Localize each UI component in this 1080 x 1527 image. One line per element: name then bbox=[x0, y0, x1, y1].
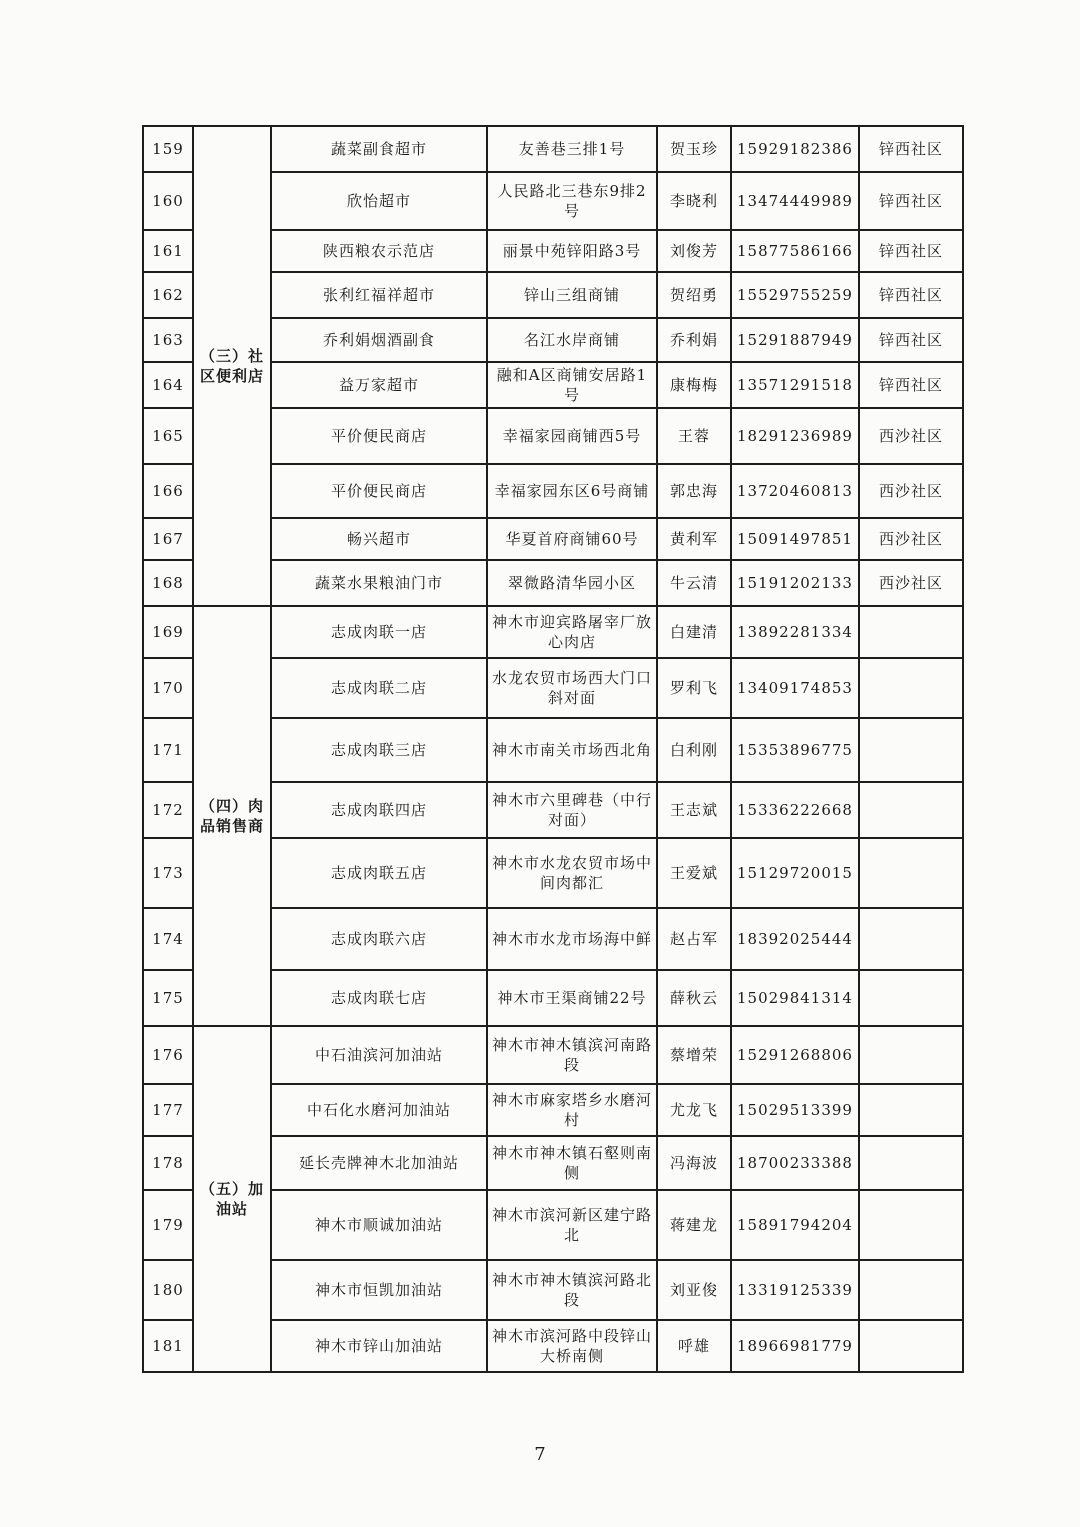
community-name: 锌西社区 bbox=[859, 172, 963, 230]
community-name bbox=[859, 908, 963, 970]
contact-person: 牛云清 bbox=[657, 560, 731, 606]
store-address: 神木市水龙农贸市场中间肉都汇 bbox=[487, 838, 657, 908]
row-number: 178 bbox=[143, 1136, 193, 1190]
phone-number: 18966981779 bbox=[731, 1320, 859, 1372]
phone-number: 15929182386 bbox=[731, 126, 859, 172]
store-address: 神木市麻家塔乡水磨河村 bbox=[487, 1084, 657, 1136]
contact-person: 蒋建龙 bbox=[657, 1190, 731, 1260]
row-number: 174 bbox=[143, 908, 193, 970]
store-address: 神木市神木镇滨河南路段 bbox=[487, 1026, 657, 1084]
phone-number: 13571291518 bbox=[731, 362, 859, 408]
store-list-table bbox=[142, 125, 964, 1373]
store-address: 神木市六里碑巷（中行对面） bbox=[487, 782, 657, 838]
phone-number: 15029513399 bbox=[731, 1084, 859, 1136]
store-address: 友善巷三排1号 bbox=[487, 126, 657, 172]
phone-number: 18700233388 bbox=[731, 1136, 859, 1190]
contact-person: 王爱斌 bbox=[657, 838, 731, 908]
contact-person: 郭忠海 bbox=[657, 464, 731, 518]
phone-number: 15291268806 bbox=[731, 1026, 859, 1084]
store-name: 延长壳牌神木北加油站 bbox=[271, 1136, 487, 1190]
community-name: 西沙社区 bbox=[859, 464, 963, 518]
community-name: 锌西社区 bbox=[859, 126, 963, 172]
store-address: 神木市迎宾路屠宰厂放心肉店 bbox=[487, 606, 657, 658]
store-name: 志成肉联五店 bbox=[271, 838, 487, 908]
store-name: 神木市恒凯加油站 bbox=[271, 1260, 487, 1320]
store-name: 志成肉联四店 bbox=[271, 782, 487, 838]
store-name: 蔬菜副食超市 bbox=[271, 126, 487, 172]
phone-number: 18291236989 bbox=[731, 408, 859, 464]
community-name: 锌西社区 bbox=[859, 362, 963, 408]
store-name: 中石化水磨河加油站 bbox=[271, 1084, 487, 1136]
row-number: 170 bbox=[143, 658, 193, 718]
row-number: 179 bbox=[143, 1190, 193, 1260]
store-address: 人民路北三巷东9排2号 bbox=[487, 172, 657, 230]
row-number: 165 bbox=[143, 408, 193, 464]
phone-number: 15191202133 bbox=[731, 560, 859, 606]
page-number: 7 bbox=[534, 1444, 546, 1465]
table-row bbox=[143, 606, 963, 658]
community-name bbox=[859, 1190, 963, 1260]
store-address: 神木市滨河路中段锌山大桥南侧 bbox=[487, 1320, 657, 1372]
contact-person: 刘亚俊 bbox=[657, 1260, 731, 1320]
contact-person: 王志斌 bbox=[657, 782, 731, 838]
community-name: 锌西社区 bbox=[859, 230, 963, 272]
phone-number: 15291887949 bbox=[731, 318, 859, 362]
contact-person: 白利刚 bbox=[657, 718, 731, 782]
row-number: 159 bbox=[143, 126, 193, 172]
contact-person: 尤龙飞 bbox=[657, 1084, 731, 1136]
row-number: 169 bbox=[143, 606, 193, 658]
phone-number: 13409174853 bbox=[731, 658, 859, 718]
contact-person: 白建清 bbox=[657, 606, 731, 658]
row-number: 166 bbox=[143, 464, 193, 518]
store-address: 名江水岸商铺 bbox=[487, 318, 657, 362]
phone-number: 13474449989 bbox=[731, 172, 859, 230]
phone-number: 15091497851 bbox=[731, 518, 859, 560]
contact-person: 黄利军 bbox=[657, 518, 731, 560]
store-address: 神木市南关市场西北角 bbox=[487, 718, 657, 782]
community-name bbox=[859, 970, 963, 1026]
contact-person: 乔利娟 bbox=[657, 318, 731, 362]
row-number: 168 bbox=[143, 560, 193, 606]
community-name bbox=[859, 1026, 963, 1084]
phone-number: 13720460813 bbox=[731, 464, 859, 518]
contact-person: 罗利飞 bbox=[657, 658, 731, 718]
contact-person: 赵占军 bbox=[657, 908, 731, 970]
community-name bbox=[859, 782, 963, 838]
store-address: 神木市神木镇石壑则南侧 bbox=[487, 1136, 657, 1190]
contact-person: 薛秋云 bbox=[657, 970, 731, 1026]
contact-person: 李晓利 bbox=[657, 172, 731, 230]
store-address: 神木市滨河新区建宁路北 bbox=[487, 1190, 657, 1260]
phone-number: 15529755259 bbox=[731, 272, 859, 318]
store-name: 蔬菜水果粮油门市 bbox=[271, 560, 487, 606]
contact-person: 冯海波 bbox=[657, 1136, 731, 1190]
phone-number: 15336222668 bbox=[731, 782, 859, 838]
community-name bbox=[859, 1320, 963, 1372]
store-address: 华夏首府商铺60号 bbox=[487, 518, 657, 560]
community-name bbox=[859, 1136, 963, 1190]
store-name: 平价便民商店 bbox=[271, 464, 487, 518]
phone-number: 13892281334 bbox=[731, 606, 859, 658]
row-number: 160 bbox=[143, 172, 193, 230]
store-address: 翠微路清华园小区 bbox=[487, 560, 657, 606]
store-address: 锌山三组商铺 bbox=[487, 272, 657, 318]
store-name: 志成肉联七店 bbox=[271, 970, 487, 1026]
category-label: （五）加油站 bbox=[193, 1026, 271, 1372]
row-number: 171 bbox=[143, 718, 193, 782]
store-name: 欣怡超市 bbox=[271, 172, 487, 230]
contact-person: 康梅梅 bbox=[657, 362, 731, 408]
phone-number: 15877586166 bbox=[731, 230, 859, 272]
community-name: 西沙社区 bbox=[859, 408, 963, 464]
phone-number: 18392025444 bbox=[731, 908, 859, 970]
contact-person: 刘俊芳 bbox=[657, 230, 731, 272]
contact-person: 贺绍勇 bbox=[657, 272, 731, 318]
community-name: 西沙社区 bbox=[859, 518, 963, 560]
table-row bbox=[143, 1026, 963, 1084]
table-body bbox=[143, 126, 963, 1372]
row-number: 173 bbox=[143, 838, 193, 908]
store-name: 张利红福祥超市 bbox=[271, 272, 487, 318]
community-name bbox=[859, 718, 963, 782]
phone-number: 15029841314 bbox=[731, 970, 859, 1026]
store-address: 神木市水龙市场海中鲜 bbox=[487, 908, 657, 970]
store-name: 志成肉联三店 bbox=[271, 718, 487, 782]
phone-number: 15129720015 bbox=[731, 838, 859, 908]
community-name: 锌西社区 bbox=[859, 318, 963, 362]
contact-person: 蔡增荣 bbox=[657, 1026, 731, 1084]
row-number: 177 bbox=[143, 1084, 193, 1136]
category-label: （四）肉品销售商 bbox=[193, 606, 271, 1026]
community-name bbox=[859, 1084, 963, 1136]
table-row bbox=[143, 126, 963, 172]
row-number: 167 bbox=[143, 518, 193, 560]
contact-person: 呼雄 bbox=[657, 1320, 731, 1372]
row-number: 176 bbox=[143, 1026, 193, 1084]
store-address: 融和A区商铺安居路1号 bbox=[487, 362, 657, 408]
community-name bbox=[859, 606, 963, 658]
store-name: 中石油滨河加油站 bbox=[271, 1026, 487, 1084]
contact-person: 王蓉 bbox=[657, 408, 731, 464]
row-number: 163 bbox=[143, 318, 193, 362]
store-address: 幸福家园东区6号商铺 bbox=[487, 464, 657, 518]
store-name: 神木市锌山加油站 bbox=[271, 1320, 487, 1372]
store-name: 志成肉联六店 bbox=[271, 908, 487, 970]
row-number: 181 bbox=[143, 1320, 193, 1372]
category-label: （三）社区便利店 bbox=[193, 126, 271, 606]
row-number: 180 bbox=[143, 1260, 193, 1320]
row-number: 162 bbox=[143, 272, 193, 318]
community-name: 锌西社区 bbox=[859, 272, 963, 318]
community-name bbox=[859, 1260, 963, 1320]
store-address: 幸福家园商铺西5号 bbox=[487, 408, 657, 464]
store-address: 神木市神木镇滨河路北段 bbox=[487, 1260, 657, 1320]
row-number: 161 bbox=[143, 230, 193, 272]
store-name: 平价便民商店 bbox=[271, 408, 487, 464]
phone-number: 13319125339 bbox=[731, 1260, 859, 1320]
store-address: 丽景中苑锌阳路3号 bbox=[487, 230, 657, 272]
store-address: 神木市王渠商铺22号 bbox=[487, 970, 657, 1026]
community-name bbox=[859, 658, 963, 718]
store-name: 益万家超市 bbox=[271, 362, 487, 408]
phone-number: 15891794204 bbox=[731, 1190, 859, 1260]
contact-person: 贺玉珍 bbox=[657, 126, 731, 172]
store-name: 神木市顺诚加油站 bbox=[271, 1190, 487, 1260]
store-name: 志成肉联一店 bbox=[271, 606, 487, 658]
store-address: 水龙农贸市场西大门口斜对面 bbox=[487, 658, 657, 718]
row-number: 172 bbox=[143, 782, 193, 838]
community-name bbox=[859, 838, 963, 908]
row-number: 175 bbox=[143, 970, 193, 1026]
store-name: 陕西粮农示范店 bbox=[271, 230, 487, 272]
store-name: 乔利娟烟酒副食 bbox=[271, 318, 487, 362]
community-name: 西沙社区 bbox=[859, 560, 963, 606]
store-name: 志成肉联二店 bbox=[271, 658, 487, 718]
phone-number: 15353896775 bbox=[731, 718, 859, 782]
store-name: 畅兴超市 bbox=[271, 518, 487, 560]
row-number: 164 bbox=[143, 362, 193, 408]
